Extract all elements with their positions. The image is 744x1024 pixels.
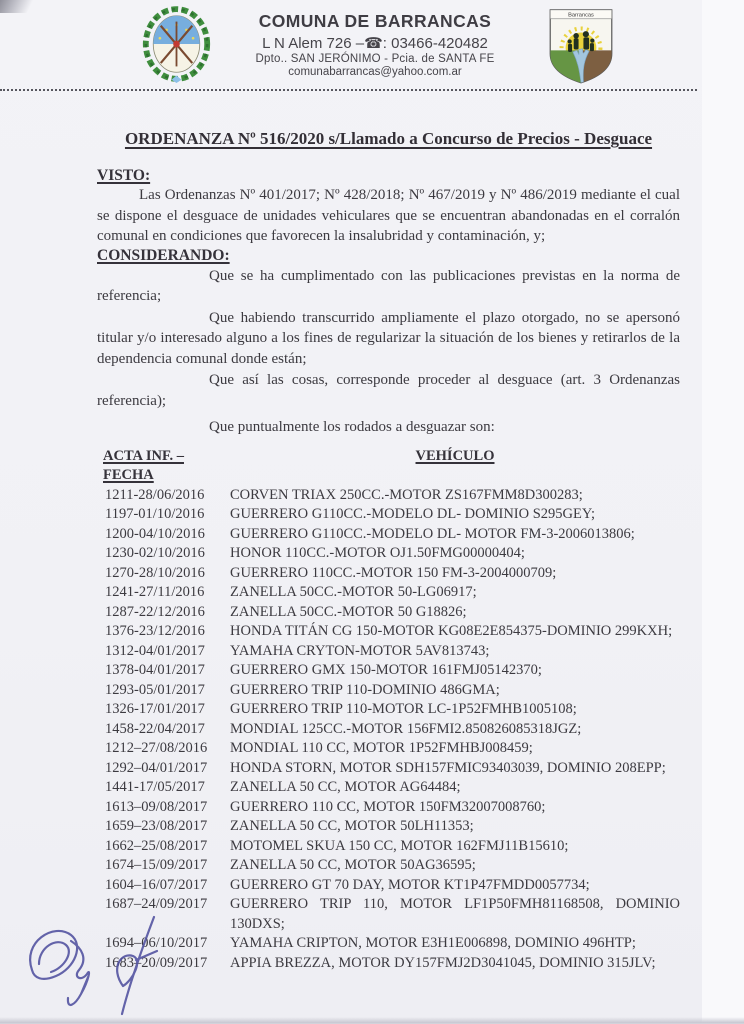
acta-fecha-cell: 1312-04/01/2017: [105, 642, 205, 659]
vehiculo-cell: GUERRERO 110 CC, MOTOR 150FM32007008760;: [230, 798, 546, 815]
vehiculo-cell: MOTOMEL SKUA 150 CC, MOTOR 162FMJ11B15610;: [230, 837, 569, 854]
vehiculo-cell: HONDA TITÁN CG 150-MOTOR KG08E2E854375-DOMINIO 299KXH;: [230, 623, 673, 639]
table-row: [97, 759, 680, 779]
vehicle-table-body: [97, 486, 680, 974]
vehiculo-cell: GUERRERO GT 70 DAY, MOTOR KT1P47FMDD0057734;: [230, 876, 590, 893]
coat-of-arms-icon: [128, 5, 225, 88]
letterhead: [0, 0, 744, 91]
vehiculo-cell: HONOR 110CC.-MOTOR OJ1.50FMG00000404;: [230, 545, 525, 561]
acta-fecha-cell: 1378-04/01/2017: [105, 662, 205, 678]
vehiculo-cell: ZANELLA 50CC.-MOTOR 50 G18826;: [230, 603, 467, 620]
table-row: [97, 544, 680, 564]
scan-page-right-edge: [702, 0, 744, 1024]
table-row: [97, 583, 680, 603]
table-row: [97, 681, 680, 701]
dotted-divider: [0, 89, 697, 91]
considerando-paragraph: Que puntualmente los rodados a desguazar son:: [209, 419, 495, 435]
acta-fecha-cell: 1241-27/11/2016: [105, 584, 205, 600]
table-row: [97, 700, 680, 720]
visto-heading: VISTO:: [97, 167, 151, 184]
acta-fecha-cell: 1458-22/04/2017: [105, 720, 205, 737]
acta-fecha-cell: 1326-17/01/2017: [105, 701, 205, 717]
vehiculo-cell: GUERRERO TRIP 110-MOTOR LC-1P52FMHB1005108;: [230, 701, 577, 717]
vehiculo-cell: MONDIAL 110 CC, MOTOR 1P52FMHBJ008459;: [230, 740, 533, 756]
acta-fecha-cell: 1674–15/09/2017: [105, 857, 208, 873]
department-province-line: Dpto.. SAN JERÓNIMO - Pcia. de SANTA FE: [255, 53, 495, 65]
table-row: [97, 505, 680, 525]
vehiculo-cell: GUERRERO G110CC.-MODELO DL- DOMINIO S295GEY;: [230, 506, 596, 522]
scan-page-bottom-edge: [0, 1017, 744, 1024]
table-row: [97, 798, 680, 818]
table-row: [97, 603, 680, 623]
acta-fecha-cell: 1613–09/08/2017: [105, 798, 208, 815]
acta-fecha-cell: 1211-28/06/2016: [105, 486, 205, 503]
org-name: COMUNA DE BARRANCAS: [258, 11, 492, 31]
visto-paragraph: Las Ordenanzas Nº 401/2017; Nº 428/2018; Nº 467/2019 y Nº 486/2019 mediante el cual se dispone el desguace de unidades vehiculares que se encuentran abandonadas en el corralón comunal en condiciones que favorecen la insalubridad y contaminación, y;: [97, 187, 680, 244]
vehicle-table: [97, 447, 680, 974]
table-row: [97, 564, 680, 584]
acta-fecha-cell: 1293-05/01/2017: [105, 681, 205, 698]
acta-fecha-cell: 1659–23/08/2017: [105, 818, 208, 834]
table-row: [97, 661, 680, 681]
considerando-paragraph: Que así las cosas, corresponde proceder al desguace (art. 3 Ordenanzas referencia);: [97, 372, 680, 409]
table-row: [97, 622, 680, 642]
vehicle-table-header: [97, 447, 680, 486]
table-row: [97, 720, 680, 740]
vehiculo-cell: MONDIAL 125CC.-MOTOR 156FMI2.850826085318JGZ;: [230, 720, 582, 737]
acta-fecha-cell: 1287-22/12/2016: [105, 603, 205, 620]
acta-fecha-cell: 1604–16/07/2017: [105, 876, 208, 893]
table-row: [97, 739, 680, 759]
vehiculo-cell: GUERRERO TRIP 110, MOTOR LF1P50FMH81168508, DOMINIO 130DXS;: [230, 896, 680, 932]
address-phone-line: L N Alem 726 –☎: 03466-420482: [262, 35, 488, 52]
table-row: [97, 876, 680, 896]
vehiculo-cell: GUERRERO TRIP 110-DOMINIO 486GMA;: [230, 681, 500, 698]
acta-fecha-cell: 1441-17/05/2017: [105, 779, 205, 795]
acta-fecha-cell: 1230-02/10/2016: [105, 545, 205, 561]
vehiculo-cell: ZANELLA 50 CC, MOTOR 50AG36595;: [230, 857, 476, 873]
acta-fecha-cell: 1376-23/12/2016: [105, 623, 205, 639]
acta-fecha-cell: 1683–20/09/2017: [105, 954, 208, 971]
table-row: [97, 934, 680, 954]
column-header-vehiculo: VEHÍCULO: [415, 447, 495, 464]
acta-fecha-cell: 1200-04/10/2016: [105, 525, 205, 542]
column-header-acta: ACTA INF. –FECHA: [103, 447, 184, 483]
shield-banner-label: Barrancas: [568, 12, 594, 19]
page-title: ORDENANZA Nº 516/2020 s/Llamado a Concurso de Precios - Desguace: [124, 129, 653, 148]
table-row: [97, 954, 680, 974]
table-row: [97, 856, 680, 876]
considerando-paragraph: Que habiendo transcurrido ampliamente el plazo otorgado, no se apersonó titular y/o interesado alguno a los fines de regularizar la situación de los bienes y retirarlos de la dependencia comunal donde están;: [97, 309, 680, 367]
acta-fecha-cell: 1694–06/10/2017: [105, 935, 208, 951]
table-row: [97, 642, 680, 662]
acta-fecha-cell: 1197-01/10/2016: [105, 506, 205, 522]
considerando-heading: CONSIDERANDO:: [97, 246, 230, 264]
vehiculo-cell: YAMAHA CRYTON-MOTOR 5AV813743;: [230, 642, 490, 659]
vehiculo-cell: GUERRERO GMX 150-MOTOR 161FMJ05142370;: [230, 662, 542, 678]
vehiculo-cell: ZANELLA 50 CC, MOTOR AG64484;: [230, 779, 461, 795]
vehiculo-cell: CORVEN TRIAX 250CC.-MOTOR ZS167FMM8D300283;: [230, 486, 583, 503]
letterhead-text: [6, 0, 744, 78]
table-row: [97, 895, 680, 934]
considerando-paragraph: Que se ha cumplimentado con las publicaciones previstas en la norma de referencia;: [97, 267, 680, 304]
table-row: [97, 525, 680, 545]
document-body: [0, 129, 744, 973]
vehiculo-cell: GUERRERO 110CC.-MOTOR 150 FM-3-2004000709;: [230, 564, 557, 581]
acta-fecha-cell: 1292–04/01/2017: [105, 759, 208, 776]
vehiculo-cell: ZANELLA 50CC.-MOTOR 50-LG06917;: [230, 584, 477, 600]
table-row: [97, 817, 680, 837]
email-line: comunabarrancas@yahoo.com.ar: [288, 66, 462, 78]
vehiculo-cell: GUERRERO G110CC.-MODELO DL- MOTOR FM-3-2006013806;: [230, 525, 635, 542]
shield-icon: [537, 5, 625, 86]
acta-fecha-cell: 1687–24/09/2017: [105, 896, 208, 912]
vehiculo-cell: ZANELLA 50 CC, MOTOR 50LH11353;: [230, 818, 474, 834]
table-row: [97, 837, 680, 857]
vehiculo-cell: YAMAHA CRIPTON, MOTOR E3H1E006898, DOMINIO 496HTP;: [230, 935, 636, 951]
acta-fecha-cell: 1212–27/08/2016: [105, 740, 208, 756]
vehiculo-cell: APPIA BREZZA, MOTOR DY157FMJ2D3041045, DOMINIO 315JLV;: [230, 954, 656, 971]
acta-fecha-cell: 1270-28/10/2016: [105, 564, 205, 581]
vehiculo-cell: HONDA STORN, MOTOR SDH157FMIC93403039, DOMINIO 208EPP;: [230, 759, 666, 776]
table-row: [97, 778, 680, 798]
acta-fecha-cell: 1662–25/08/2017: [105, 837, 208, 854]
table-row: [97, 486, 680, 506]
